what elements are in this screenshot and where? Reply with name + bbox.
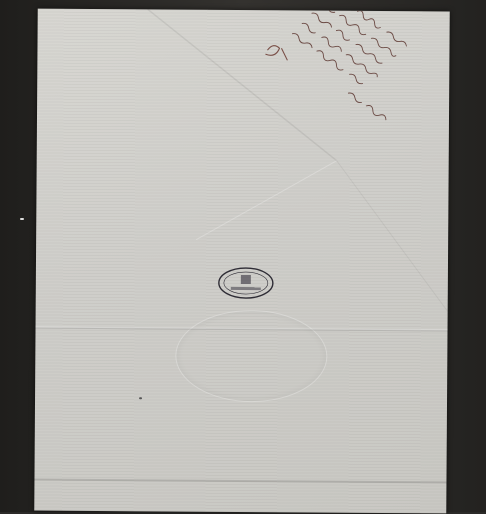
- edge-mark: [20, 218, 24, 220]
- handwriting-line: [347, 91, 387, 122]
- letter-sheet: [34, 9, 449, 514]
- bottom-fold: [34, 479, 446, 484]
- library-stamp: [217, 266, 275, 300]
- ink-speck: [139, 397, 142, 399]
- handwriting-line: [320, 10, 397, 58]
- signature-stroke: [265, 46, 287, 61]
- diagonal-handwriting: [226, 10, 457, 222]
- embossed-seal: [175, 310, 328, 403]
